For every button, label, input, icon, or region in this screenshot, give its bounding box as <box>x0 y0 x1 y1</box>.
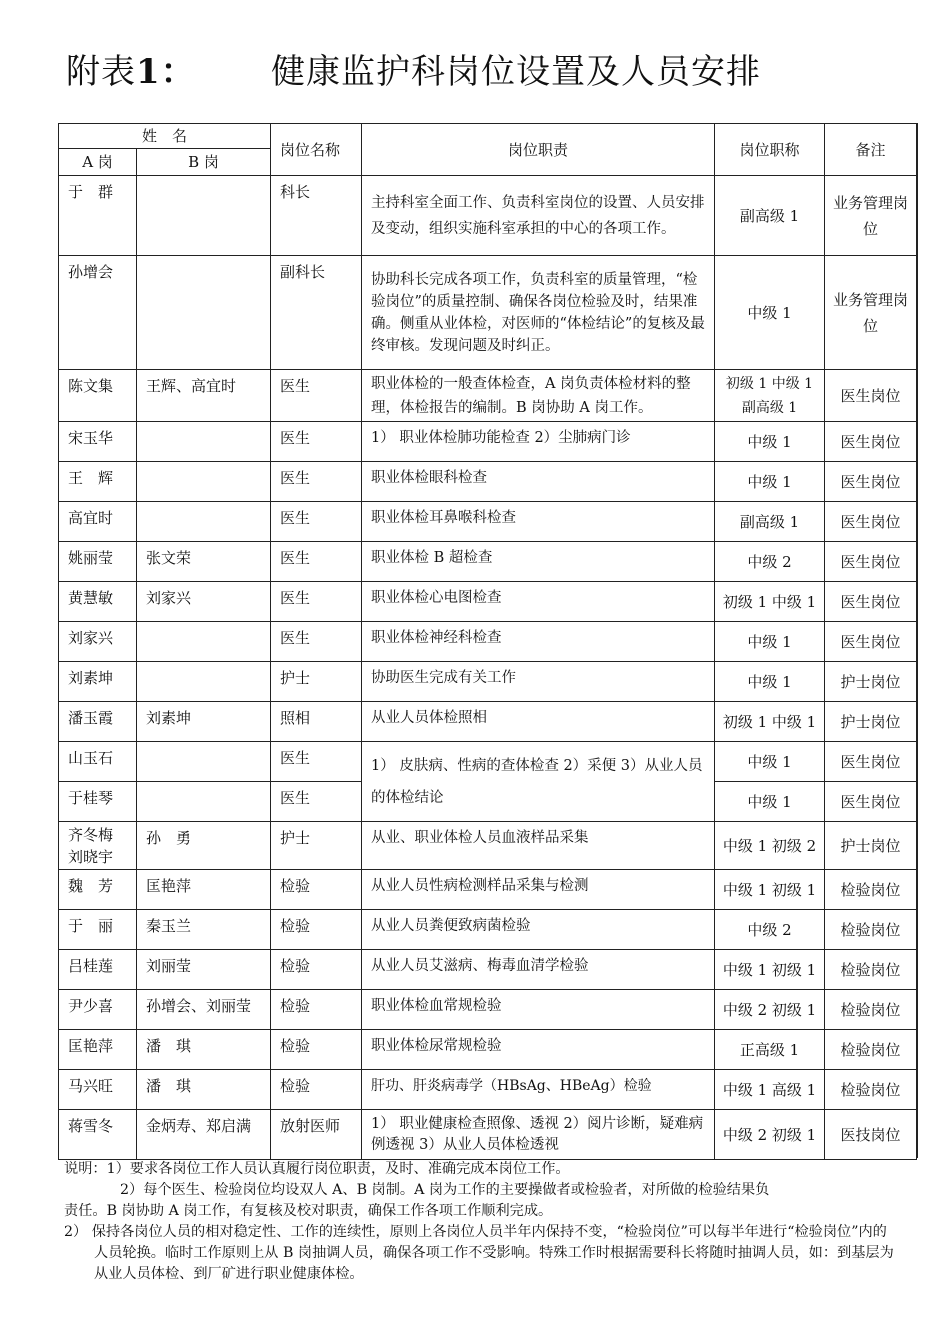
cell-duty: 肝功、肝炎病毒学（HBsAg、HBeAg）检验 <box>362 1070 715 1110</box>
cell-grade: 中级 2 初级 1 <box>715 990 825 1030</box>
table-row <box>59 462 917 502</box>
cell-b <box>137 662 271 702</box>
cell-b: 秦玉兰 <box>137 910 271 950</box>
cell-position: 医生 <box>271 582 362 622</box>
cell-position: 医生 <box>271 542 362 582</box>
table-row <box>59 742 917 782</box>
cell-a: 尹少喜 <box>59 990 137 1030</box>
cell-duty: 从业人员粪便致病菌检验 <box>362 910 715 950</box>
cell-a: 潘玉霞 <box>59 702 137 742</box>
cell-position: 医生 <box>271 622 362 662</box>
cell-position: 医生 <box>271 782 362 822</box>
cell-a: 吕桂莲 <box>59 950 137 990</box>
cell-a: 匡艳萍 <box>59 1030 137 1070</box>
cell-b: 潘 琪 <box>137 1070 271 1110</box>
cell-duty: 职业体检耳鼻喉科检查 <box>362 502 715 542</box>
cell-b <box>137 422 271 462</box>
cell-a: 刘素坤 <box>59 662 137 702</box>
cell-duty: 职业体检尿常规检验 <box>362 1030 715 1070</box>
header-duty: 岗位职责 <box>362 124 715 176</box>
table-row <box>59 870 917 910</box>
cell-note: 医技岗位 <box>825 1110 917 1160</box>
cell-grade: 中级 1 <box>715 782 825 822</box>
cell-b: 王辉、高宜时 <box>137 370 271 422</box>
cell-a: 陈文集 <box>59 370 137 422</box>
cell-note: 医生岗位 <box>825 370 917 422</box>
cell-note: 护士岗位 <box>825 662 917 702</box>
cell-note: 医生岗位 <box>825 742 917 782</box>
page-title <box>66 44 761 93</box>
cell-position: 医生 <box>271 462 362 502</box>
cell-note: 医生岗位 <box>825 462 917 502</box>
cell-note: 业务管理岗位 <box>825 176 917 256</box>
cell-position: 医生 <box>271 502 362 542</box>
cell-duty: 职业体检眼科检查 <box>362 462 715 502</box>
table-row <box>59 542 917 582</box>
cell-b <box>137 502 271 542</box>
table-row <box>59 582 917 622</box>
cell-duty: 从业人员艾滋病、梅毒血清学检验 <box>362 950 715 990</box>
note-1: 说明：1）要求各岗位工作人员认真履行岗位职责，及时、准确完成本岗位工作。 <box>64 1161 570 1177</box>
header-name: 姓 名 <box>59 124 271 149</box>
cell-duty: 1） 职业体检肺功能检查 2）尘肺病门诊 <box>362 422 715 462</box>
cell-position: 检验 <box>271 870 362 910</box>
cell-duty: 1） 职业健康检查照像、透视 2）阅片诊断，疑难病例透视 3）从业人员体检透视 <box>362 1110 715 1160</box>
table-row <box>59 422 917 462</box>
cell-note: 医生岗位 <box>825 542 917 582</box>
cell-b: 刘丽莹 <box>137 950 271 990</box>
cell-note: 医生岗位 <box>825 582 917 622</box>
cell-b: 刘家兴 <box>137 582 271 622</box>
cell-grade: 副高级 1 <box>715 502 825 542</box>
cell-grade: 中级 1 <box>715 622 825 662</box>
cell-b <box>137 622 271 662</box>
cell-b <box>137 256 271 370</box>
cell-position: 检验 <box>271 910 362 950</box>
table-row <box>59 950 917 990</box>
cell-duty: 职业体检血常规检验 <box>362 990 715 1030</box>
cell-position: 照相 <box>271 702 362 742</box>
cell-a: 孙增会 <box>59 256 137 370</box>
staff-table <box>58 123 917 1160</box>
cell-duty: 职业体检 B 超检查 <box>362 542 715 582</box>
cell-a: 姚丽莹 <box>59 542 137 582</box>
cell-grade: 中级 1 <box>715 462 825 502</box>
table-row <box>59 702 917 742</box>
header-b: B 岗 <box>137 149 271 176</box>
cell-duty: 职业体检心电图检查 <box>362 582 715 622</box>
cell-b: 金炳寿、郑启满 <box>137 1110 271 1160</box>
cell-grade: 中级 1 <box>715 742 825 782</box>
cell-duty: 从业人员体检照相 <box>362 702 715 742</box>
cell-a: 于 丽 <box>59 910 137 950</box>
cell-note: 检验岗位 <box>825 870 917 910</box>
note-3: 2） 保持各岗位人员的相对稳定性、工作的连续性，原则上各岗位人员半年内保持不变，“检验岗位”可以每半年进行“检验岗位”内的人员轮换。临时工作原则上从 B 岗抽调人员，确保各项工作不受影响。特殊工作时根据需要科长将随时抽调人员，如：到基层为从业人员体检、到厂矿进行职业健康体检。 <box>64 1224 894 1282</box>
cell-grade: 中级 2 初级 1 <box>715 1110 825 1160</box>
cell-position: 医生 <box>271 422 362 462</box>
table-row <box>59 822 917 870</box>
cell-position: 医生 <box>271 742 362 782</box>
table-right-border <box>917 123 918 1158</box>
cell-grade: 副高级 1 <box>715 176 825 256</box>
table-row <box>59 990 917 1030</box>
cell-a: 于 群 <box>59 176 137 256</box>
table-row <box>59 1070 917 1110</box>
cell-duty: 职业体检神经科检查 <box>362 622 715 662</box>
cell-position: 护士 <box>271 662 362 702</box>
cell-note: 检验岗位 <box>825 990 917 1030</box>
header-note: 备注 <box>825 124 917 176</box>
header-position: 岗位名称 <box>271 124 362 176</box>
cell-position: 检验 <box>271 1070 362 1110</box>
cell-grade: 初级 1 中级 1 <box>715 702 825 742</box>
cell-position: 医生 <box>271 370 362 422</box>
header-grade: 岗位职称 <box>715 124 825 176</box>
table-row <box>59 1030 917 1070</box>
cell-b <box>137 462 271 502</box>
cell-a: 刘家兴 <box>59 622 137 662</box>
cell-note: 护士岗位 <box>825 822 917 870</box>
cell-duty: 从业、职业体检人员血液样品采集 <box>362 822 715 870</box>
cell-duty: 协助科长完成各项工作，负责科室的质量管理，“检验岗位”的质量控制、确保各岗位检验及时，结果准确。侧重从业体检，对医师的“体检结论”的复核及最终审核。发现问题及时纠正。 <box>362 256 715 370</box>
cell-grade: 中级 1 高级 1 <box>715 1070 825 1110</box>
cell-a: 宋玉华 <box>59 422 137 462</box>
cell-a: 马兴旺 <box>59 1070 137 1110</box>
cell-grade: 中级 1 初级 1 <box>715 950 825 990</box>
table-row <box>59 1110 917 1160</box>
cell-duty: 职业体检的一般查体检查，A 岗负责体检材料的整理，体检报告的编制。B 岗协助 A 岗工作。 <box>362 370 715 422</box>
cell-duty: 1） 皮肤病、性病的查体检查 2）采便 3）从业人员的体检结论 <box>362 742 715 822</box>
cell-b <box>137 742 271 782</box>
cell-note: 检验岗位 <box>825 1030 917 1070</box>
cell-duty: 主持科室全面工作、负责科室岗位的设置、人员安排及变动，组织实施科室承担的中心的各项工作。 <box>362 176 715 256</box>
cell-position: 检验 <box>271 990 362 1030</box>
cell-a: 黄慧敏 <box>59 582 137 622</box>
cell-grade: 中级 1 <box>715 662 825 702</box>
cell-grade: 初级 1 中级 1 <box>715 582 825 622</box>
table-row <box>59 662 917 702</box>
cell-b: 潘 琪 <box>137 1030 271 1070</box>
cell-a: 王 辉 <box>59 462 137 502</box>
cell-grade: 中级 1 初级 2 <box>715 822 825 870</box>
cell-duty: 从业人员性病检测样品采集与检测 <box>362 870 715 910</box>
cell-note: 业务管理岗位 <box>825 256 917 370</box>
cell-b: 孙 勇 <box>137 822 271 870</box>
table-row <box>59 910 917 950</box>
cell-a: 蒋雪冬 <box>59 1110 137 1160</box>
cell-note: 医生岗位 <box>825 782 917 822</box>
note-2a: 2）每个医生、检验岗位均设双人 A、B 岗制。A 岗为工作的主要操做者或检验者，对所做的检验结果负 <box>120 1182 770 1198</box>
cell-grade: 中级 2 <box>715 542 825 582</box>
cell-grade: 中级 1 <box>715 422 825 462</box>
table-row <box>59 502 917 542</box>
cell-a: 齐冬梅 刘晓宇 <box>59 822 137 870</box>
cell-position: 检验 <box>271 1030 362 1070</box>
notes-section <box>64 1159 894 1285</box>
cell-grade: 中级 2 <box>715 910 825 950</box>
cell-position: 副科长 <box>271 256 362 370</box>
appendix-label: 附表1： <box>66 52 196 92</box>
table-row <box>59 176 917 256</box>
cell-a: 山玉石 <box>59 742 137 782</box>
cell-b: 孙增会、刘丽莹 <box>137 990 271 1030</box>
cell-duty: 协助医生完成有关工作 <box>362 662 715 702</box>
cell-a: 于桂琴 <box>59 782 137 822</box>
cell-a: 魏 芳 <box>59 870 137 910</box>
cell-b <box>137 176 271 256</box>
cell-note: 检验岗位 <box>825 910 917 950</box>
cell-grade: 中级 1 <box>715 256 825 370</box>
table-row <box>59 622 917 662</box>
cell-b: 张文荣 <box>137 542 271 582</box>
cell-a: 高宜时 <box>59 502 137 542</box>
cell-position: 科长 <box>271 176 362 256</box>
cell-grade: 中级 1 初级 1 <box>715 870 825 910</box>
cell-b: 刘素坤 <box>137 702 271 742</box>
cell-note: 检验岗位 <box>825 950 917 990</box>
cell-grade: 初级 1 中级 1 副高级 1 <box>715 370 825 422</box>
cell-grade: 正高级 1 <box>715 1030 825 1070</box>
note-2b: 责任。B 岗协助 A 岗工作，有复核及校对职责，确保工作各项工作顺利完成。 <box>64 1203 553 1219</box>
cell-position: 检验 <box>271 950 362 990</box>
title-text: 健康监护科岗位设置及人员安排 <box>271 52 761 92</box>
cell-note: 医生岗位 <box>825 422 917 462</box>
header-a: A 岗 <box>59 149 137 176</box>
cell-b: 匡艳萍 <box>137 870 271 910</box>
cell-position: 放射医师 <box>271 1110 362 1160</box>
table-row <box>59 256 917 370</box>
cell-note: 护士岗位 <box>825 702 917 742</box>
cell-note: 医生岗位 <box>825 622 917 662</box>
cell-position: 护士 <box>271 822 362 870</box>
cell-note: 医生岗位 <box>825 502 917 542</box>
cell-note: 检验岗位 <box>825 1070 917 1110</box>
cell-b <box>137 782 271 822</box>
table-row <box>59 370 917 422</box>
